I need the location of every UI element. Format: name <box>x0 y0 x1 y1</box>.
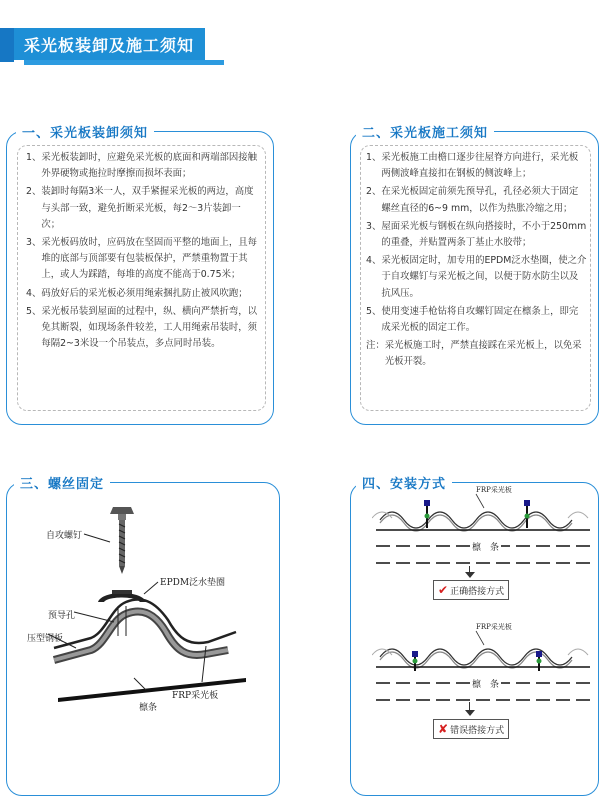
section-1-list <box>26 150 258 354</box>
washer-label: EPDM泛水垫圈 <box>160 578 226 588</box>
list-item-number: 5、 <box>366 305 382 317</box>
purlin-label: 檩条 <box>139 703 158 713</box>
list-item <box>366 150 587 182</box>
install-diagram-correct <box>372 488 594 578</box>
list-item <box>366 184 587 216</box>
diagram-1-arrow-head <box>465 572 475 578</box>
result-wrong-box <box>433 719 509 739</box>
diagram-2-purlin-label: 檩 条 <box>470 677 501 690</box>
header-underline <box>24 60 224 65</box>
list-item-number: 4、 <box>26 287 42 299</box>
install-diagram-wrong <box>372 625 594 715</box>
epdm-washer <box>98 590 146 602</box>
frp-label: FRP采光板 <box>172 691 219 701</box>
list-item-text: 屋面采光板与钢板在纵向搭接时，不小于250mm的重叠，并贴置两条丁基止水胶带； <box>381 220 587 249</box>
diagram-1-purlin-label: 檩 条 <box>470 540 501 553</box>
header-accent <box>0 28 14 62</box>
list-item <box>366 219 587 251</box>
screw-label: 自攻螺钉 <box>46 531 83 541</box>
list-item-number: 2、 <box>26 186 42 198</box>
frp-waves <box>372 512 588 531</box>
steel-sheet <box>54 611 228 660</box>
list-item-number: 1、 <box>366 152 382 163</box>
frp-waves <box>372 649 588 668</box>
list-item-text: 采光板装卸时，应避免采光板的底面和两端部因接触外界硬物或拖拉时摩擦而损坏表面； <box>41 152 257 180</box>
list-item-text: 采光板吊装到屋面的过程中，纵、横向严禁折弯，以免其断裂，如现场条件较差，工人用绳索吊装时，须每隔2~3米设一个吊装点，多点同时吊装。 <box>41 305 257 350</box>
list-item-number: 5、 <box>26 305 42 317</box>
screw-icon <box>110 507 134 574</box>
section-4-title: 四、安装方式 <box>356 473 452 492</box>
list-item-text: 采光板施工由檐口逐步往屋脊方向进行，采光板两侧波峰直接扣在钢板的侧波峰上； <box>381 152 579 180</box>
list-item <box>26 286 258 302</box>
list-item <box>26 184 258 233</box>
steel-label: 压型钢板 <box>27 634 64 644</box>
list-item-number: 注： <box>366 340 385 352</box>
list-item-number: 3、 <box>26 237 42 249</box>
screws <box>424 500 530 528</box>
list-item-number: 1、 <box>26 152 42 163</box>
list-item-text: 采光板码放时，应码放在坚固而平整的地面上，且每堆的底部与顶部要有包装板保护，严禁重物置于其上，或人为踩踏，每堆的高度不能高于0.75米； <box>41 237 257 281</box>
diagram-2-frp-label: FRP采光板 <box>476 623 512 631</box>
diagram-2-arrow-head <box>465 710 475 716</box>
frp-sheet <box>54 599 236 648</box>
list-item <box>366 304 587 336</box>
list-item <box>366 253 587 302</box>
list-item <box>366 338 587 370</box>
result-correct-box <box>433 580 509 600</box>
hole-label: 预导孔 <box>48 611 76 621</box>
section-2-title: 二、采光板施工须知 <box>356 122 494 141</box>
list-item-text: 使用变速手枪钻将自攻螺钉固定在檩条上，即完成采光板的固定工作。 <box>381 305 579 334</box>
list-item-text: 码放好后的采光板必须用绳索捆扎防止被风吹跑； <box>41 287 248 299</box>
list-item-text: 在采光板固定前须先预导孔，孔径必须大于固定螺丝直径的6~9 mm，以作为热胀冷缩之用； <box>381 186 579 214</box>
list-item-text: 装卸时每隔3米一人，双手紧握采光板的两边，高度与头部一致，避免折断采光板，每2～3片装卸一次； <box>41 186 254 230</box>
list-item <box>26 150 258 182</box>
list-item-number: 3、 <box>366 220 382 232</box>
section-2-list <box>366 150 587 373</box>
diagram-1-frp-label: FRP采光板 <box>476 486 512 494</box>
result-correct-label: 正确搭接方式 <box>450 586 505 597</box>
result-wrong-label: 错误搭接方式 <box>450 725 505 736</box>
list-item <box>26 304 258 353</box>
list-item-text: 采光板固定时，加专用的EPDM泛水垫圈，使之介于自攻螺钉与采光板之间，以便于防水防尘以及抗风压。 <box>381 255 587 299</box>
section-1-title: 一、采光板装卸须知 <box>16 122 154 141</box>
section-3-title: 三、螺丝固定 <box>14 473 110 492</box>
list-item <box>26 235 258 284</box>
list-item-number: 2、 <box>366 186 382 198</box>
list-item-number: 4、 <box>366 255 382 267</box>
cross-icon: ✘ <box>438 722 449 736</box>
check-icon: ✔ <box>438 583 449 597</box>
list-item-text: 采光板施工时，严禁直接踩在采光板上，以免采光板开裂。 <box>384 340 582 368</box>
page-title: 采光板装卸及施工须知 <box>24 36 195 55</box>
